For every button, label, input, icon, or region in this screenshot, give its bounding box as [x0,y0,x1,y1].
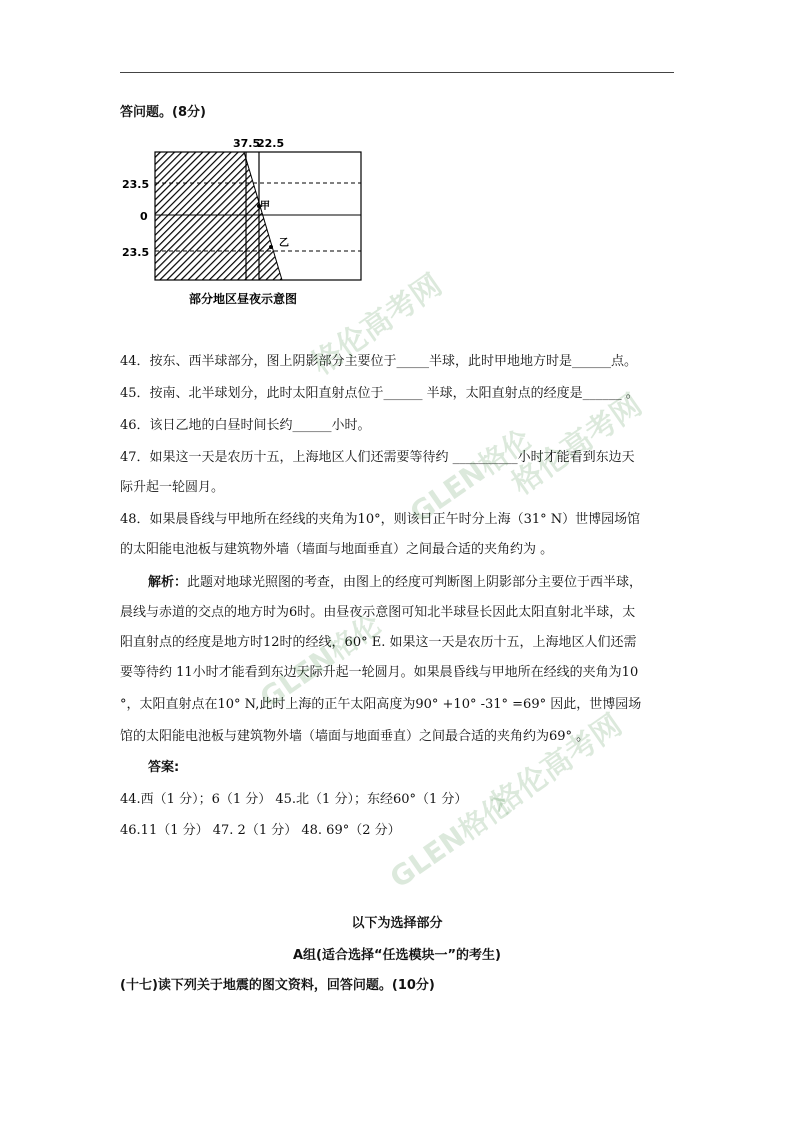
watermark-brand-en: GLEN格伦 [404,422,538,530]
analysis-line6: 馆的太阳能电池板与建筑物外墙（墙面与地面垂直）之间最合适的夹角约为69° 。 [120,729,590,744]
lat-label-south: 23.5 [122,246,150,259]
question-48-line2: 的太阳能电池板与建筑物外墙（墙面与地面垂直）之间最合适的夹角约为 。 [120,542,554,557]
watermark-brand-en: GLEN格伦 [384,787,518,895]
answer-line1: 44.西（1 分）；6（1 分） 45.北（1 分）；东经60°（1 分） [120,792,468,807]
watermark-5 [481,701,629,823]
section-intro: 答问题。(8分) [120,105,206,120]
point-yi-label: 乙 [279,238,289,249]
analysis-text-1: 此题对地球光照图的考查，由图上的经度可判断图上阴影部分主要位于西半球， [187,575,643,590]
watermark-brand-cn: 格伦高考网 [505,387,649,503]
selection-heading: 以下为选择部分 [351,916,443,931]
analysis-label: 解析： [148,575,188,590]
lat-label-north: 23.5 [122,178,150,191]
analysis-line2: 晨线与赤道的交点的地方时为6时。由昼夜示意图可知北半球昼长因此太阳直射北半球，太 [120,605,636,620]
point-yi-marker [269,245,273,249]
analysis-line3: 阳直射点的经度是地方时12时的经线，60° E. 如果这一天是农历十五，上海地区人们还需 [120,635,637,650]
header-rule [120,72,674,73]
day-night-diagram [115,133,375,318]
question-46: 46．该日乙地的白昼时间长约______小时。 [120,418,371,433]
analysis-line1 [148,573,642,593]
night-region [155,152,282,280]
group-heading: A组(适合选择“任选模块一”的考生) [292,948,502,963]
figure-caption: 部分地区昼夜示意图 [189,292,298,306]
question-17-heading: (十七)读下列关于地震的图文资料，回答问题。(10分) [120,978,435,993]
question-45: 45．按南、北半球划分，此时太阳直射点位于______ 半球，太阳直射点的经度是______ 。 [120,386,639,401]
question-44: 44．按东、西半球部分，图上阴影部分主要位于_____半球，此时甲地地方时是______点。 [120,354,638,369]
top-label-22-5: 22.5 [257,137,285,150]
answer-line2: 46.11（1 分） 47. 2（1 分） 48. 69°（2 分） [120,823,401,838]
point-jia-label: 甲 [260,201,270,212]
watermark-brand-cn: 格伦高考网 [305,267,449,383]
top-label-37-5: 37.5 [233,137,261,150]
question-47-line1: 47．如果这一天是农历十五，上海地区人们还需要等待约 __________小时才能看到东边天 [120,450,635,465]
question-47-line2: 际升起一轮圆月。 [120,480,225,495]
watermark-brand-en: GLEN格伦 [254,607,388,715]
watermark-brand-cn: 格伦高考网 [485,707,629,823]
answer-label: 答案: [148,760,180,775]
analysis-line4: 要等待约 11小时才能看到东边天际升起一轮圆月。如果晨昏线与甲地所在经线的夹角为10 [120,665,639,680]
lat-label-equator: 0 [140,210,148,223]
analysis-line5: °，太阳直射点在10° N,此时上海的正午太阳高度为90° +10° -31° =69° 因此，世博园场 [120,697,642,712]
question-48-line1: 48．如果晨昏线与甲地所在经线的夹角为10°，则该日正午时分上海（31° N）世博园场馆 [120,512,641,527]
day-night-figure [115,133,375,322]
